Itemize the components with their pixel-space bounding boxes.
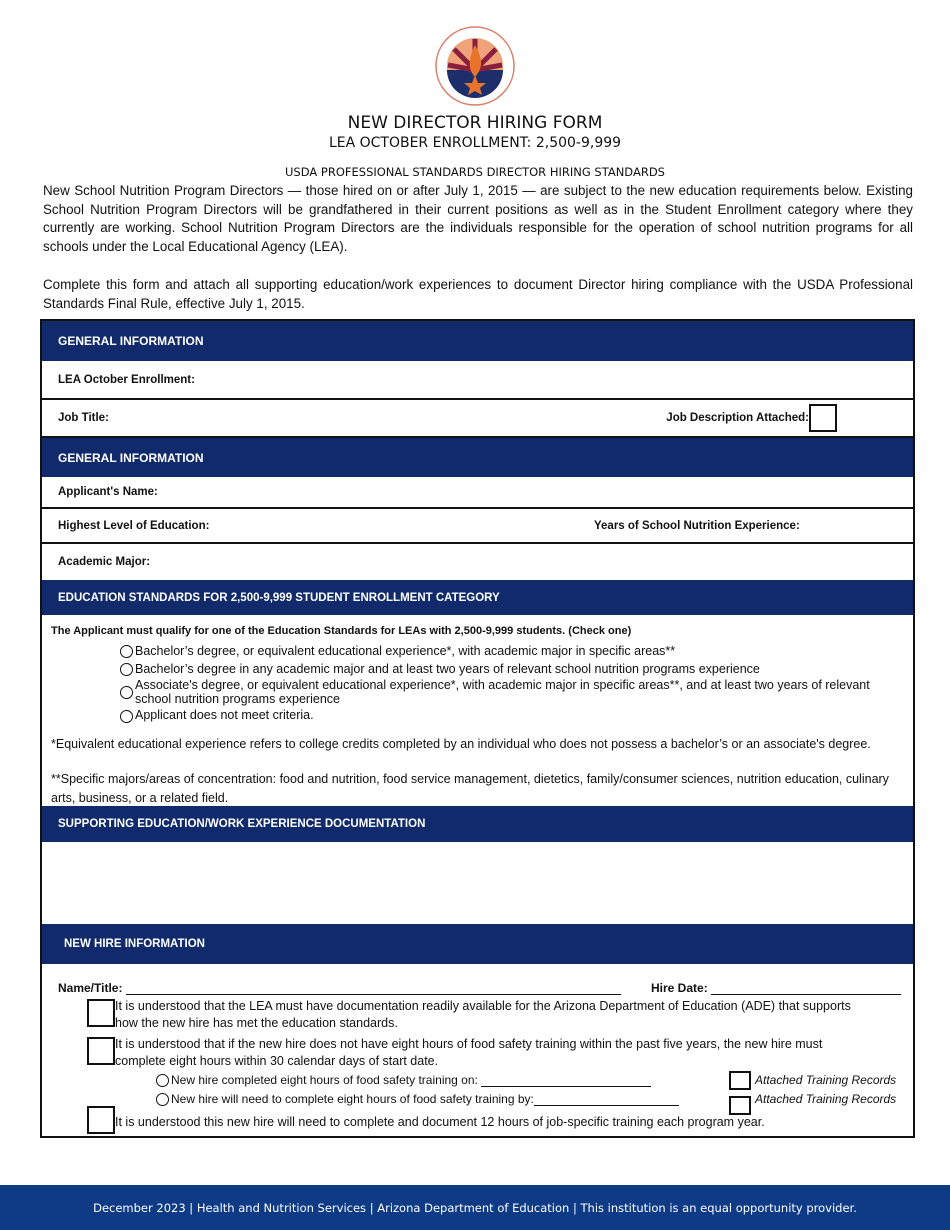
radio-button[interactable] [156,1074,169,1087]
major-label: Academic Major: [58,556,151,568]
option-4[interactable]: Applicant does not meet criteria. [120,708,900,722]
attached-records-label: Attached Training Records [755,1092,897,1106]
completed-date-line[interactable] [481,1075,651,1087]
years-label: Years of School Nutrition Experience: [594,519,800,532]
instructions-paragraph: Complete this form and attach all supporting education/work experiences to document Director hiring compliance with the USDA Professional Standards Final Rule, effective July 1, 2015. [43,277,913,311]
radio-button[interactable] [120,663,133,676]
supporting-docs-area[interactable] [42,842,913,924]
ack-checkbox[interactable] [87,1037,115,1065]
radio-button[interactable] [120,686,133,699]
section-header: GENERAL INFORMATION [42,438,913,477]
form-title: NEW DIRECTOR HIRING FORM [347,113,603,133]
attached-records-label: Attached Training Records [755,1073,897,1087]
attached-records-checkbox[interactable] [729,1071,751,1090]
job-title-label: Job Title: [58,412,109,424]
education-row[interactable] [42,509,913,544]
section-header: EDUCATION STANDARDS FOR 2,500-9,999 STUDENT ENROLLMENT CATEGORY [42,580,913,615]
option-list [120,644,900,723]
training-needed-option[interactable]: New hire will need to complete eight hours of food safety training by: [156,1092,679,1106]
hiring-form [40,319,915,1138]
job-desc-checkbox[interactable] [809,404,837,432]
education-label: Highest Level of Education: [58,519,210,532]
job-desc-label: Job Description Attached: [666,412,809,424]
hire-date-field[interactable]: Hire Date: [651,981,901,995]
ack-job-training: It is understood this new hire will need to complete and document 12 hours of job-specific training each program year. [115,1115,765,1129]
ack-documentation: It is understood that the LEA must have documentation readily available for the Arizona Department of Education (ADE) that supports how the new hire has met the education standards. [115,999,851,1030]
ack-checkbox[interactable] [87,1106,115,1134]
radio-button[interactable] [120,645,133,658]
section-header: GENERAL INFORMATION [42,321,913,361]
form-subtitle: LEA OCTOBER ENROLLMENT: 2,500-9,999 [328,135,622,151]
major-field[interactable] [42,544,913,580]
radio-button[interactable] [156,1093,169,1106]
job-title-field[interactable] [42,400,913,438]
standards-instruction: The Applicant must qualify for one of the Education Standards for LEAs with 2,500-9,999 students. (Check one) [51,625,632,637]
option-3[interactable]: Associate's degree, or equivalent educational experience*, with academic major in specific areas**, and at least two years of relevant school nutrition programs experience [120,678,900,706]
option-2[interactable]: Bachelor’s degree in any academic major and at least two years of relevant school nutrition programs experience [120,662,900,676]
attached-records-checkbox[interactable] [729,1096,751,1115]
enrollment-field[interactable] [42,361,913,400]
section-header: NEW HIRE INFORMATION [42,924,913,964]
ack-checkbox[interactable] [87,999,115,1027]
standards-heading: USDA PROFESSIONAL STANDARDS DIRECTOR HIRING STANDARDS [285,165,665,179]
needed-date-line[interactable] [534,1094,679,1106]
option-1[interactable]: Bachelor’s degree, or equivalent educational experience*, with academic major in specific areas** [120,644,900,658]
enrollment-label: LEA October Enrollment: [58,373,195,386]
section-header: SUPPORTING EDUCATION/WORK EXPERIENCE DOCUMENTATION [42,806,913,842]
footnote-majors: **Specific majors/areas of concentration: food and nutrition, food service management, dietetics, family/consumer sciences, nutrition education, culinary arts, business, or a related field. [51,772,889,805]
ack-food-safety: It is understood that if the new hire does not have eight hours of food safety training within the past five years, the new hire must complete eight hours within 30 calendar days of start date. [115,1037,823,1068]
applicant-name-label: Applicant's Name: [58,486,158,498]
name-title-field[interactable]: Name/Title: [58,981,621,995]
ade-logo [434,25,516,107]
intro-paragraph: New School Nutrition Program Directors — those hired on or after July 1, 2015 — are subject to the new education requirements below. Existing School Nutrition Program Directors will be grandfathered in their current positions as well as in the Student Enrollment category where they currently are working. School Nutrition Program Directors are the individuals responsible for the operation of school nutrition programs for all schools under the Local Educational Agency (LEA). [43,183,913,254]
footer: December 2023 | Health and Nutrition Services | Arizona Department of Education | This institution is an equal opportunity provider. [0,1185,950,1230]
applicant-name-field[interactable] [42,477,913,509]
training-completed-option[interactable]: New hire completed eight hours of food safety training on: [156,1073,651,1087]
footnote-equivalent: *Equivalent educational experience refers to college credits completed by an individual who does not possess a bachelor’s or an associate's degree. [51,737,871,751]
radio-button[interactable] [120,710,133,723]
name-title-line[interactable] [126,983,621,995]
hire-date-line[interactable] [711,983,901,995]
